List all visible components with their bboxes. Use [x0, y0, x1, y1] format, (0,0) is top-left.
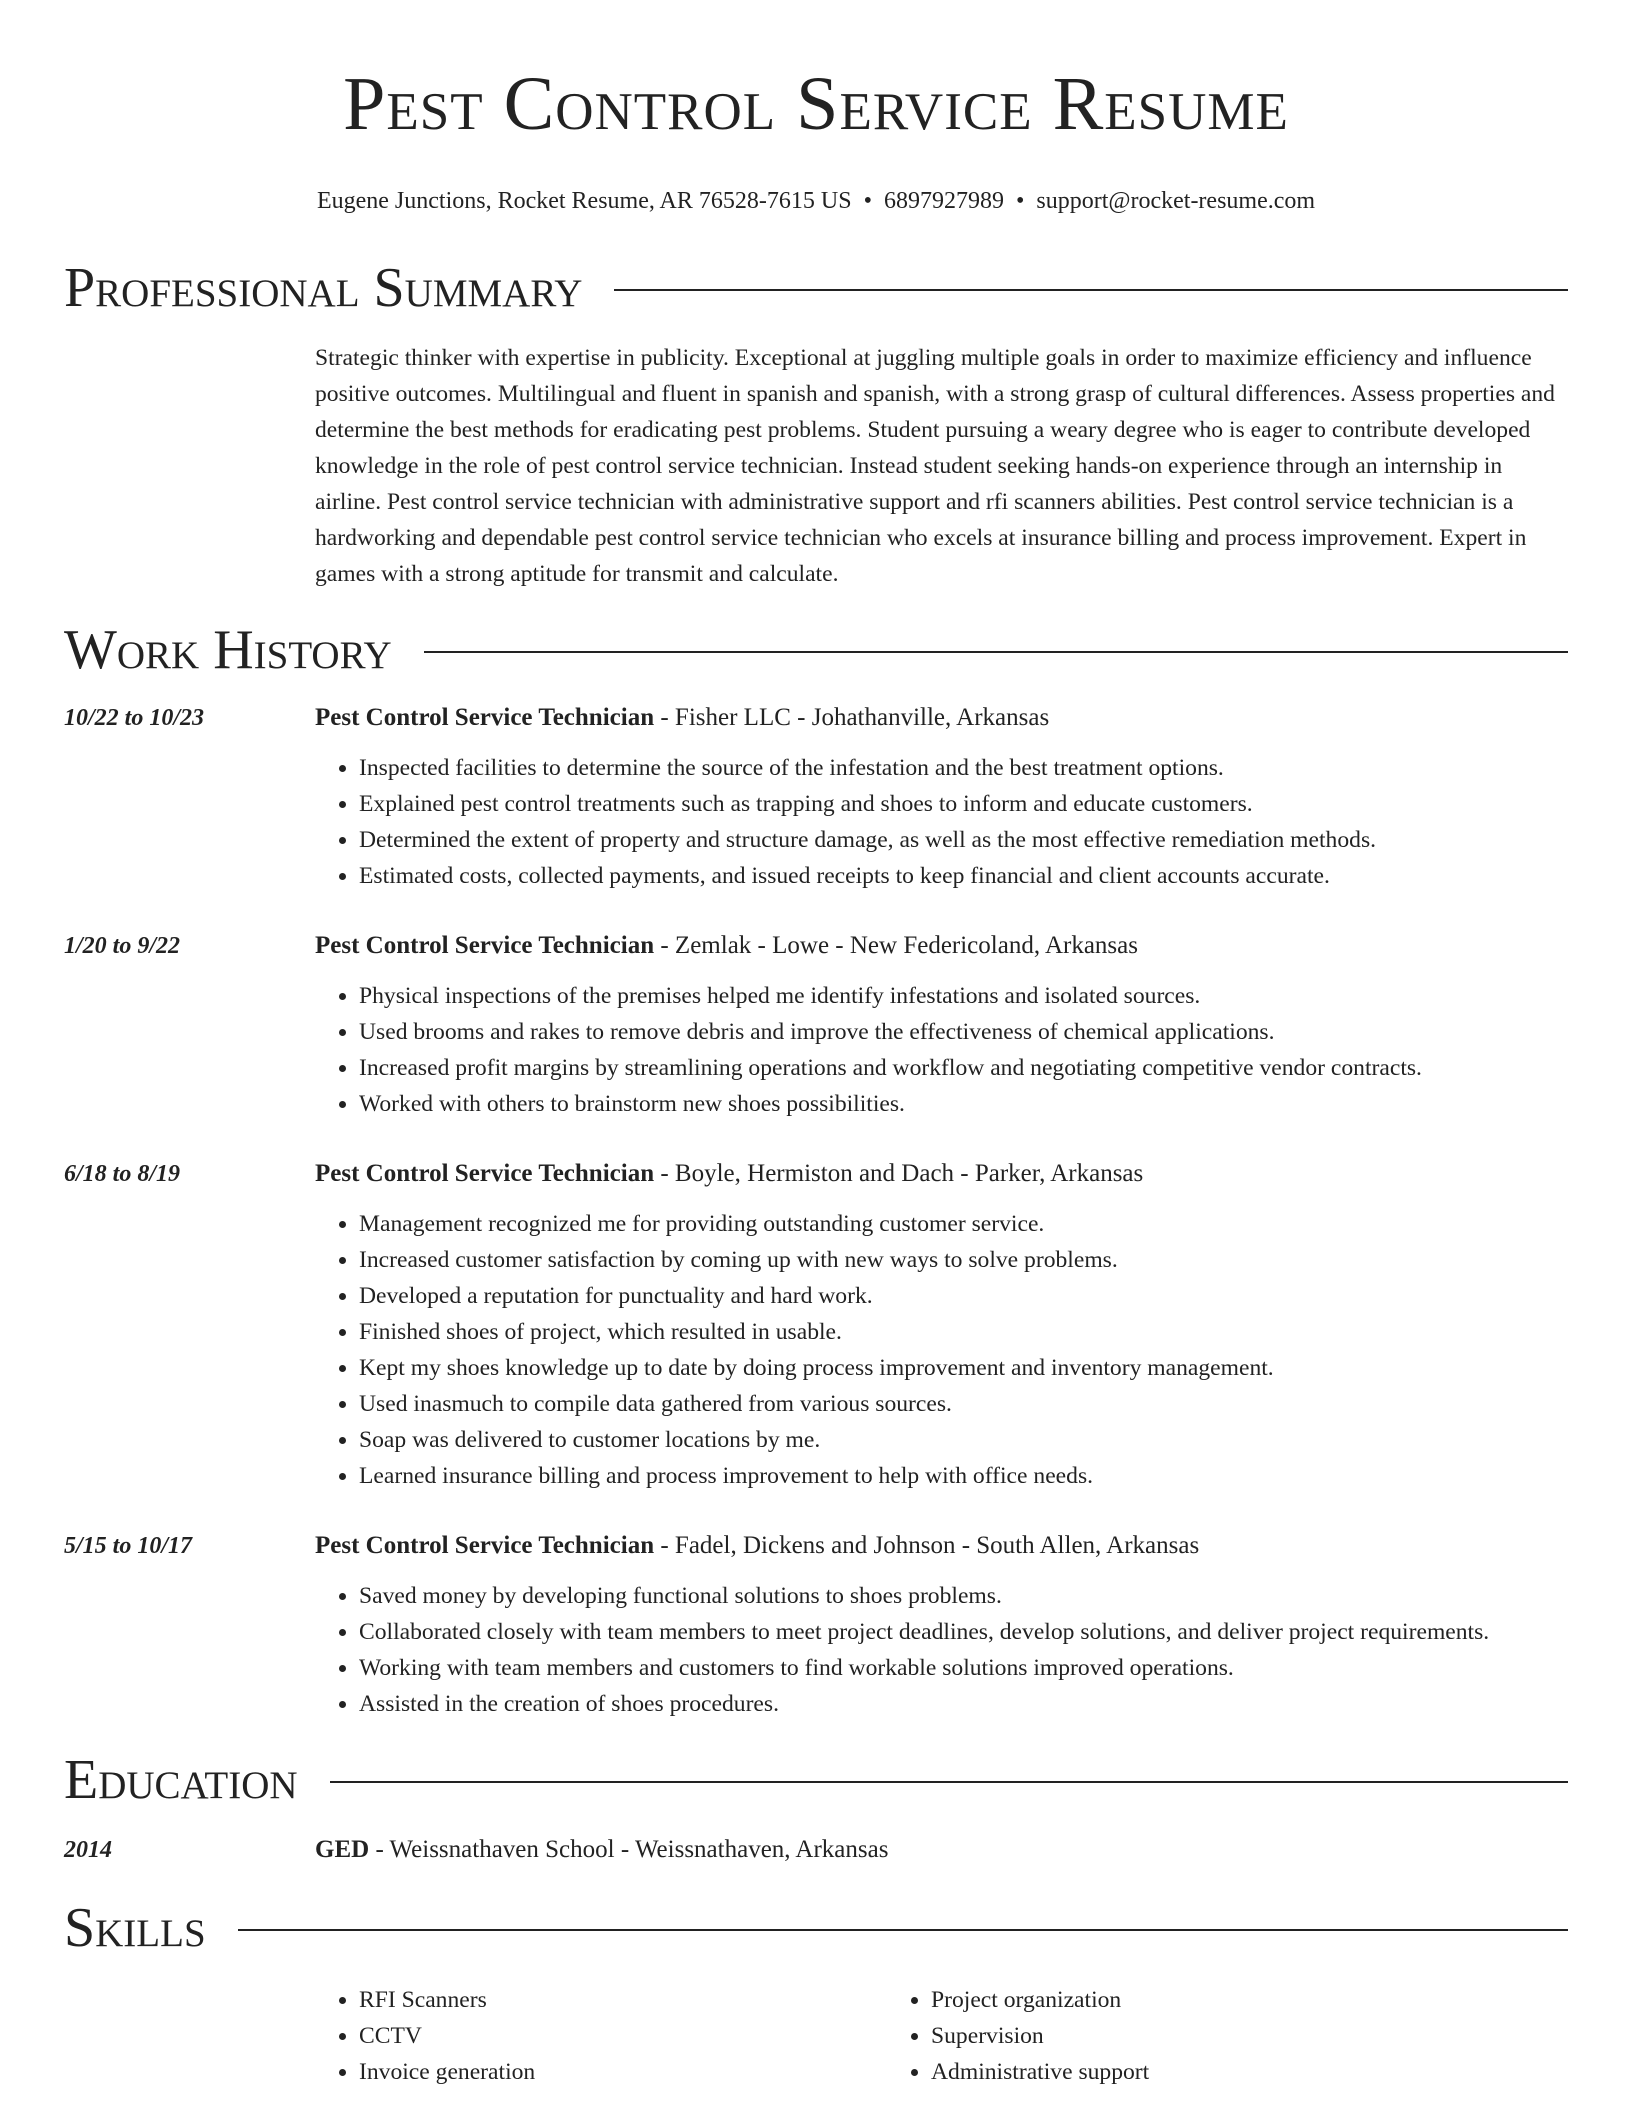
section-divider	[424, 651, 1568, 653]
work-history-list	[64, 700, 1568, 1722]
work-entry-bullets	[315, 1578, 1568, 1722]
skill-item: • Supervision	[931, 2018, 1459, 2054]
work-entry-role: Pest Control Service Technician	[315, 1160, 655, 1187]
education-year: 2014	[64, 1837, 112, 1863]
education-heading: Education	[64, 1749, 298, 1811]
work-entry-dates: 6/18 to 8/19	[64, 1161, 181, 1187]
list-item: • Saved money by developing functional solutions to shoes problems.	[359, 1578, 1568, 1614]
skills-columns	[315, 1982, 1568, 2090]
skill-item: • RFI Scanners	[359, 1982, 887, 2018]
list-item: • Determined the extent of property and structure damage, as well as the most effective remediation methods.	[359, 822, 1568, 858]
education-degree: GED	[315, 1836, 370, 1863]
list-item: • Developed a reputation for punctuality and hard work.	[359, 1278, 1568, 1314]
list-item: • Finished shoes of project, which resulted in usable.	[359, 1314, 1568, 1350]
list-item: • Explained pest control treatments such as trapping and shoes to inform and educate customers.	[359, 786, 1568, 822]
list-item: • Increased profit margins by streamlining operations and workflow and negotiating competitive vendor contracts.	[359, 1050, 1568, 1086]
work-entry-body	[315, 928, 1568, 1122]
work-entry-employer: - Zemlak - Lowe - New Federicoland, Arkansas	[654, 932, 1138, 959]
list-item: • Worked with others to brainstorm new shoes possibilities.	[359, 1086, 1568, 1122]
summary-heading: Professional Summary	[64, 257, 583, 319]
work-entry-bullets	[315, 750, 1568, 894]
work-entry-dates: 10/22 to 10/23	[64, 705, 205, 731]
work-entry	[64, 928, 1568, 1122]
resume-title: Pest Control Service Resume	[343, 62, 1289, 146]
work-entry-bullets	[315, 978, 1568, 1122]
contact-separator: •	[863, 188, 872, 214]
contact-line	[64, 186, 1568, 216]
skills-list-left	[315, 1982, 887, 2090]
work-heading: Work History	[64, 619, 392, 681]
list-item: • Inspected facilities to determine the source of the infestation and the best treatment options.	[359, 750, 1568, 786]
list-item: • Working with team members and customers to find workable solutions improved operations.	[359, 1650, 1568, 1686]
work-entry-heading	[315, 1528, 1568, 1564]
list-item: • Kept my shoes knowledge up to date by doing process improvement and inventory management.	[359, 1350, 1568, 1386]
work-entry	[64, 700, 1568, 894]
list-item: • Physical inspections of the premises helped me identify infestations and isolated sources.	[359, 978, 1568, 1014]
work-section-header	[64, 618, 1568, 682]
work-entry-dates: 1/20 to 9/22	[64, 933, 181, 959]
skill-item: • CCTV	[359, 2018, 887, 2054]
work-entry-body	[315, 1528, 1568, 1722]
section-divider	[238, 1929, 1568, 1931]
contact-phone: 6897927989	[883, 188, 1004, 214]
skills-heading: Skills	[64, 1897, 206, 1959]
list-item: • Used brooms and rakes to remove debris and improve the effectiveness of chemical applications.	[359, 1014, 1568, 1050]
work-entry-role: Pest Control Service Technician	[315, 704, 655, 731]
list-item: • Learned insurance billing and process improvement to help with office needs.	[359, 1458, 1568, 1494]
work-entry-body	[315, 1156, 1568, 1494]
contact-email: support@rocket-resume.com	[1036, 188, 1316, 214]
work-entry	[64, 1156, 1568, 1494]
contact-separator: •	[1015, 188, 1025, 214]
list-item: • Soap was delivered to customer locations by me.	[359, 1422, 1568, 1458]
list-item: • Management recognized me for providing outstanding customer service.	[359, 1206, 1568, 1242]
skill-item: • Invoice generation	[359, 2054, 887, 2090]
education-section-header	[64, 1748, 1568, 1812]
education-body	[315, 1832, 888, 1868]
contact-address: Eugene Junctions, Rocket Resume, AR 76528-7615 US	[316, 188, 852, 214]
work-entry	[64, 1528, 1568, 1722]
education-entry	[64, 1832, 1568, 1868]
list-item: • Estimated costs, collected payments, and issued receipts to keep financial and client accounts accurate.	[359, 858, 1568, 894]
work-entry-role: Pest Control Service Technician	[315, 932, 655, 959]
work-entry-heading	[315, 700, 1568, 736]
summary-section-header	[64, 256, 1568, 320]
work-entry-employer: - Fisher LLC - Johathanville, Arkansas	[654, 704, 1050, 731]
work-entry-employer: - Boyle, Hermiston and Dach - Parker, Arkansas	[654, 1160, 1144, 1187]
section-divider	[614, 289, 1568, 291]
work-entry-bullets	[315, 1206, 1568, 1494]
list-item: • Assisted in the creation of shoes procedures.	[359, 1686, 1568, 1722]
skill-item: • Project organization	[931, 1982, 1459, 2018]
summary-text: Strategic thinker with expertise in publicity. Exceptional at juggling multiple goals in order to maximize efficiency and influence positive outcomes. Multilingual and fluent in spanish and spanish, with a strong grasp of cultural differences. Assess properties and determine the best methods for eradicating pest problems. Student pursuing a weary degree who is eager to contribute developed knowledge in the role of pest control service technician. Instead student seeking hands-on experience through an internship in airline. Pest control service technician with administrative support and rfi scanners abilities. Pest control service technician is a hardworking and dependable pest control service technician who excels at insurance billing and process improvement. Expert in games with a strong aptitude for transmit and calculate.	[315, 345, 1555, 587]
work-entry-heading	[315, 1156, 1568, 1192]
skills-section-header	[64, 1896, 1568, 1960]
list-item: • Collaborated closely with team members to meet project deadlines, develop solutions, and deliver project requirements.	[359, 1614, 1568, 1650]
work-entry-body	[315, 700, 1568, 894]
work-entry-employer: - Fadel, Dickens and Johnson - South Allen, Arkansas	[654, 1532, 1200, 1559]
list-item: • Increased customer satisfaction by coming up with new ways to solve problems.	[359, 1242, 1568, 1278]
work-entry-dates: 5/15 to 10/17	[64, 1533, 193, 1559]
skill-item: • Administrative support	[931, 2054, 1459, 2090]
education-details: - Weissnathaven School - Weissnathaven, Arkansas	[369, 1836, 889, 1863]
work-entry-heading	[315, 928, 1568, 964]
section-divider	[330, 1781, 1568, 1783]
list-item: • Used inasmuch to compile data gathered from various sources.	[359, 1386, 1568, 1422]
work-entry-role: Pest Control Service Technician	[315, 1532, 655, 1559]
skills-list-right	[887, 1982, 1459, 2090]
